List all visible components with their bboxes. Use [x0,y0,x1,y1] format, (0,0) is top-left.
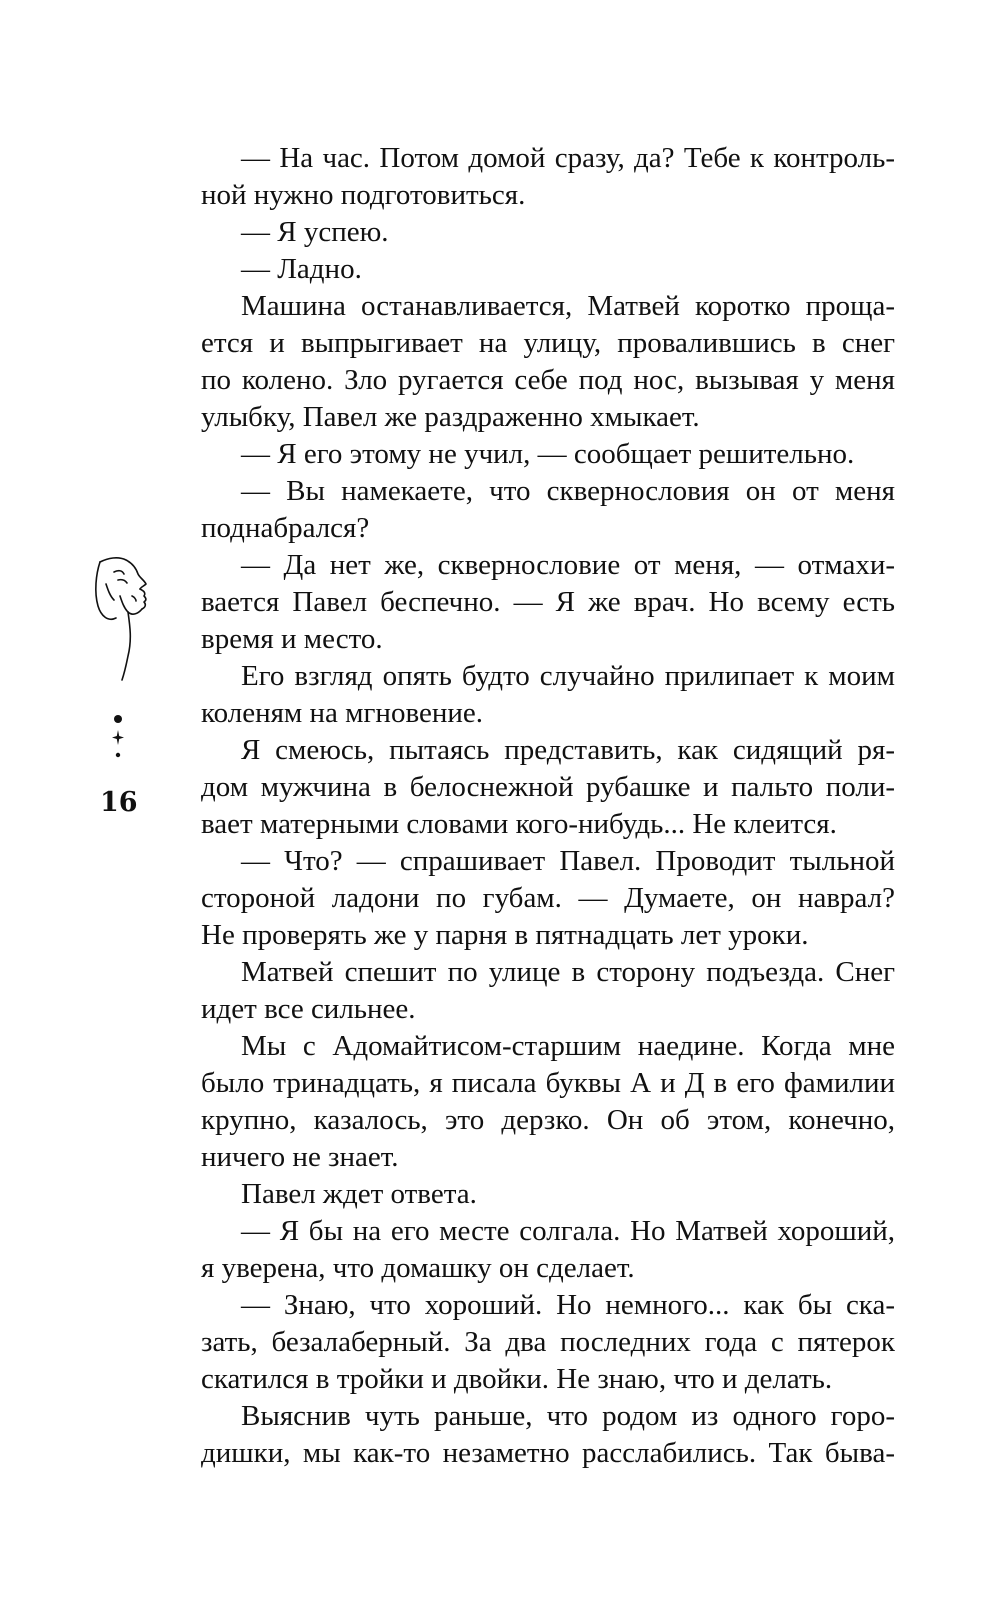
text-line: — Я успею. [241,216,389,248]
paragraph [201,658,895,732]
text-line: идет все сильнее. [201,993,416,1025]
text-line: дом мужчина в белоснежной рубашке и пальто поли- [201,771,895,803]
text-line: время и место. [201,623,383,655]
paragraph [201,140,895,214]
paragraph [201,843,895,954]
paragraph [201,954,895,1028]
text-line: стороной ладони по губам. — Думаете, он наврал? [201,882,895,914]
text-line: скатился в тройки и двойки. Не знаю, что и делать. [201,1363,833,1395]
text-line: Матвей спешит по улице в сторону подъезда. Снег [241,956,895,988]
text-line: было тринадцать, я писала буквы А и Д в его фамилии [201,1067,895,1099]
text-line: — На час. Потом домой сразу, да? Тебе к контроль- [241,142,895,174]
text-line: — Я бы на его месте солгала. Но Матвей хороший, [241,1215,895,1247]
text-line: Машина останавливается, Матвей коротко проща- [241,290,895,322]
text-line: — Ладно. [241,253,362,285]
text-line: я уверена, что домашку он сделает. [201,1252,635,1284]
text-line: коленям на мгновение. [201,697,483,729]
paragraph [201,473,895,547]
page-number: 16 [100,787,138,818]
text-line: дишки, мы как-то незаметно расслабились. Так быва- [201,1437,895,1469]
text-line: Павел ждет ответа. [241,1178,477,1210]
text-line: — Да нет же, сквернословие от меня, — отмахи- [241,549,895,581]
text-line: улыбку, Павел же раздраженно хмыкает. [201,401,700,433]
text-line: вается Павел беспечно. — Я же врач. Но всему есть [201,586,895,618]
dot-sparkle-dot-ornament-icon [111,714,125,760]
text-line: зать, безалаберный. За два последних года с пятерок [201,1326,895,1358]
paragraph [201,732,895,843]
paragraph [201,288,895,436]
paragraph [201,1287,895,1398]
face-profile-line-art-icon [92,552,166,682]
paragraph [201,1028,895,1176]
paragraph [201,251,895,288]
body-text [201,140,895,1472]
text-line: Его взгляд опять будто случайно прилипает к моим [241,660,895,692]
text-line: поднабрался? [201,512,370,544]
text-line: вает матерными словами кого-нибудь... Не клеится. [201,808,837,840]
paragraph [201,547,895,658]
paragraph [201,214,895,251]
text-line: — Я его этому не учил, — сообщает решительно. [241,438,855,470]
text-line: — Вы намекаете, что сквернословия он от меня [241,475,895,507]
text-line: ной нужно подготовиться. [201,179,526,211]
text-line: — Что? — спрашивает Павел. Проводит тыльной [241,845,895,877]
paragraph [201,1213,895,1287]
text-line: крупно, казалось, это дерзко. Он об этом, конечно, [201,1104,895,1136]
text-line: Мы с Адомайтисом-старшим наедине. Когда мне [241,1030,895,1062]
paragraph [201,436,895,473]
text-line: ничего не знает. [201,1141,399,1173]
text-line: Выяснив чуть раньше, что родом из одного горо- [241,1400,895,1432]
text-line: Я смеюсь, пытаясь представить, как сидящий ря- [241,734,895,766]
text-line: ется и выпрыгивает на улицу, провалившись в снег [201,327,895,359]
paragraph [201,1176,895,1213]
text-line: — Знаю, что хороший. Но немного... как бы ска- [241,1289,895,1321]
text-line: Не проверять же у парня в пятнадцать лет уроки. [201,919,809,951]
paragraph [201,1398,895,1472]
text-line: по колено. Зло ругается себе под нос, вызывая у меня [201,364,895,396]
